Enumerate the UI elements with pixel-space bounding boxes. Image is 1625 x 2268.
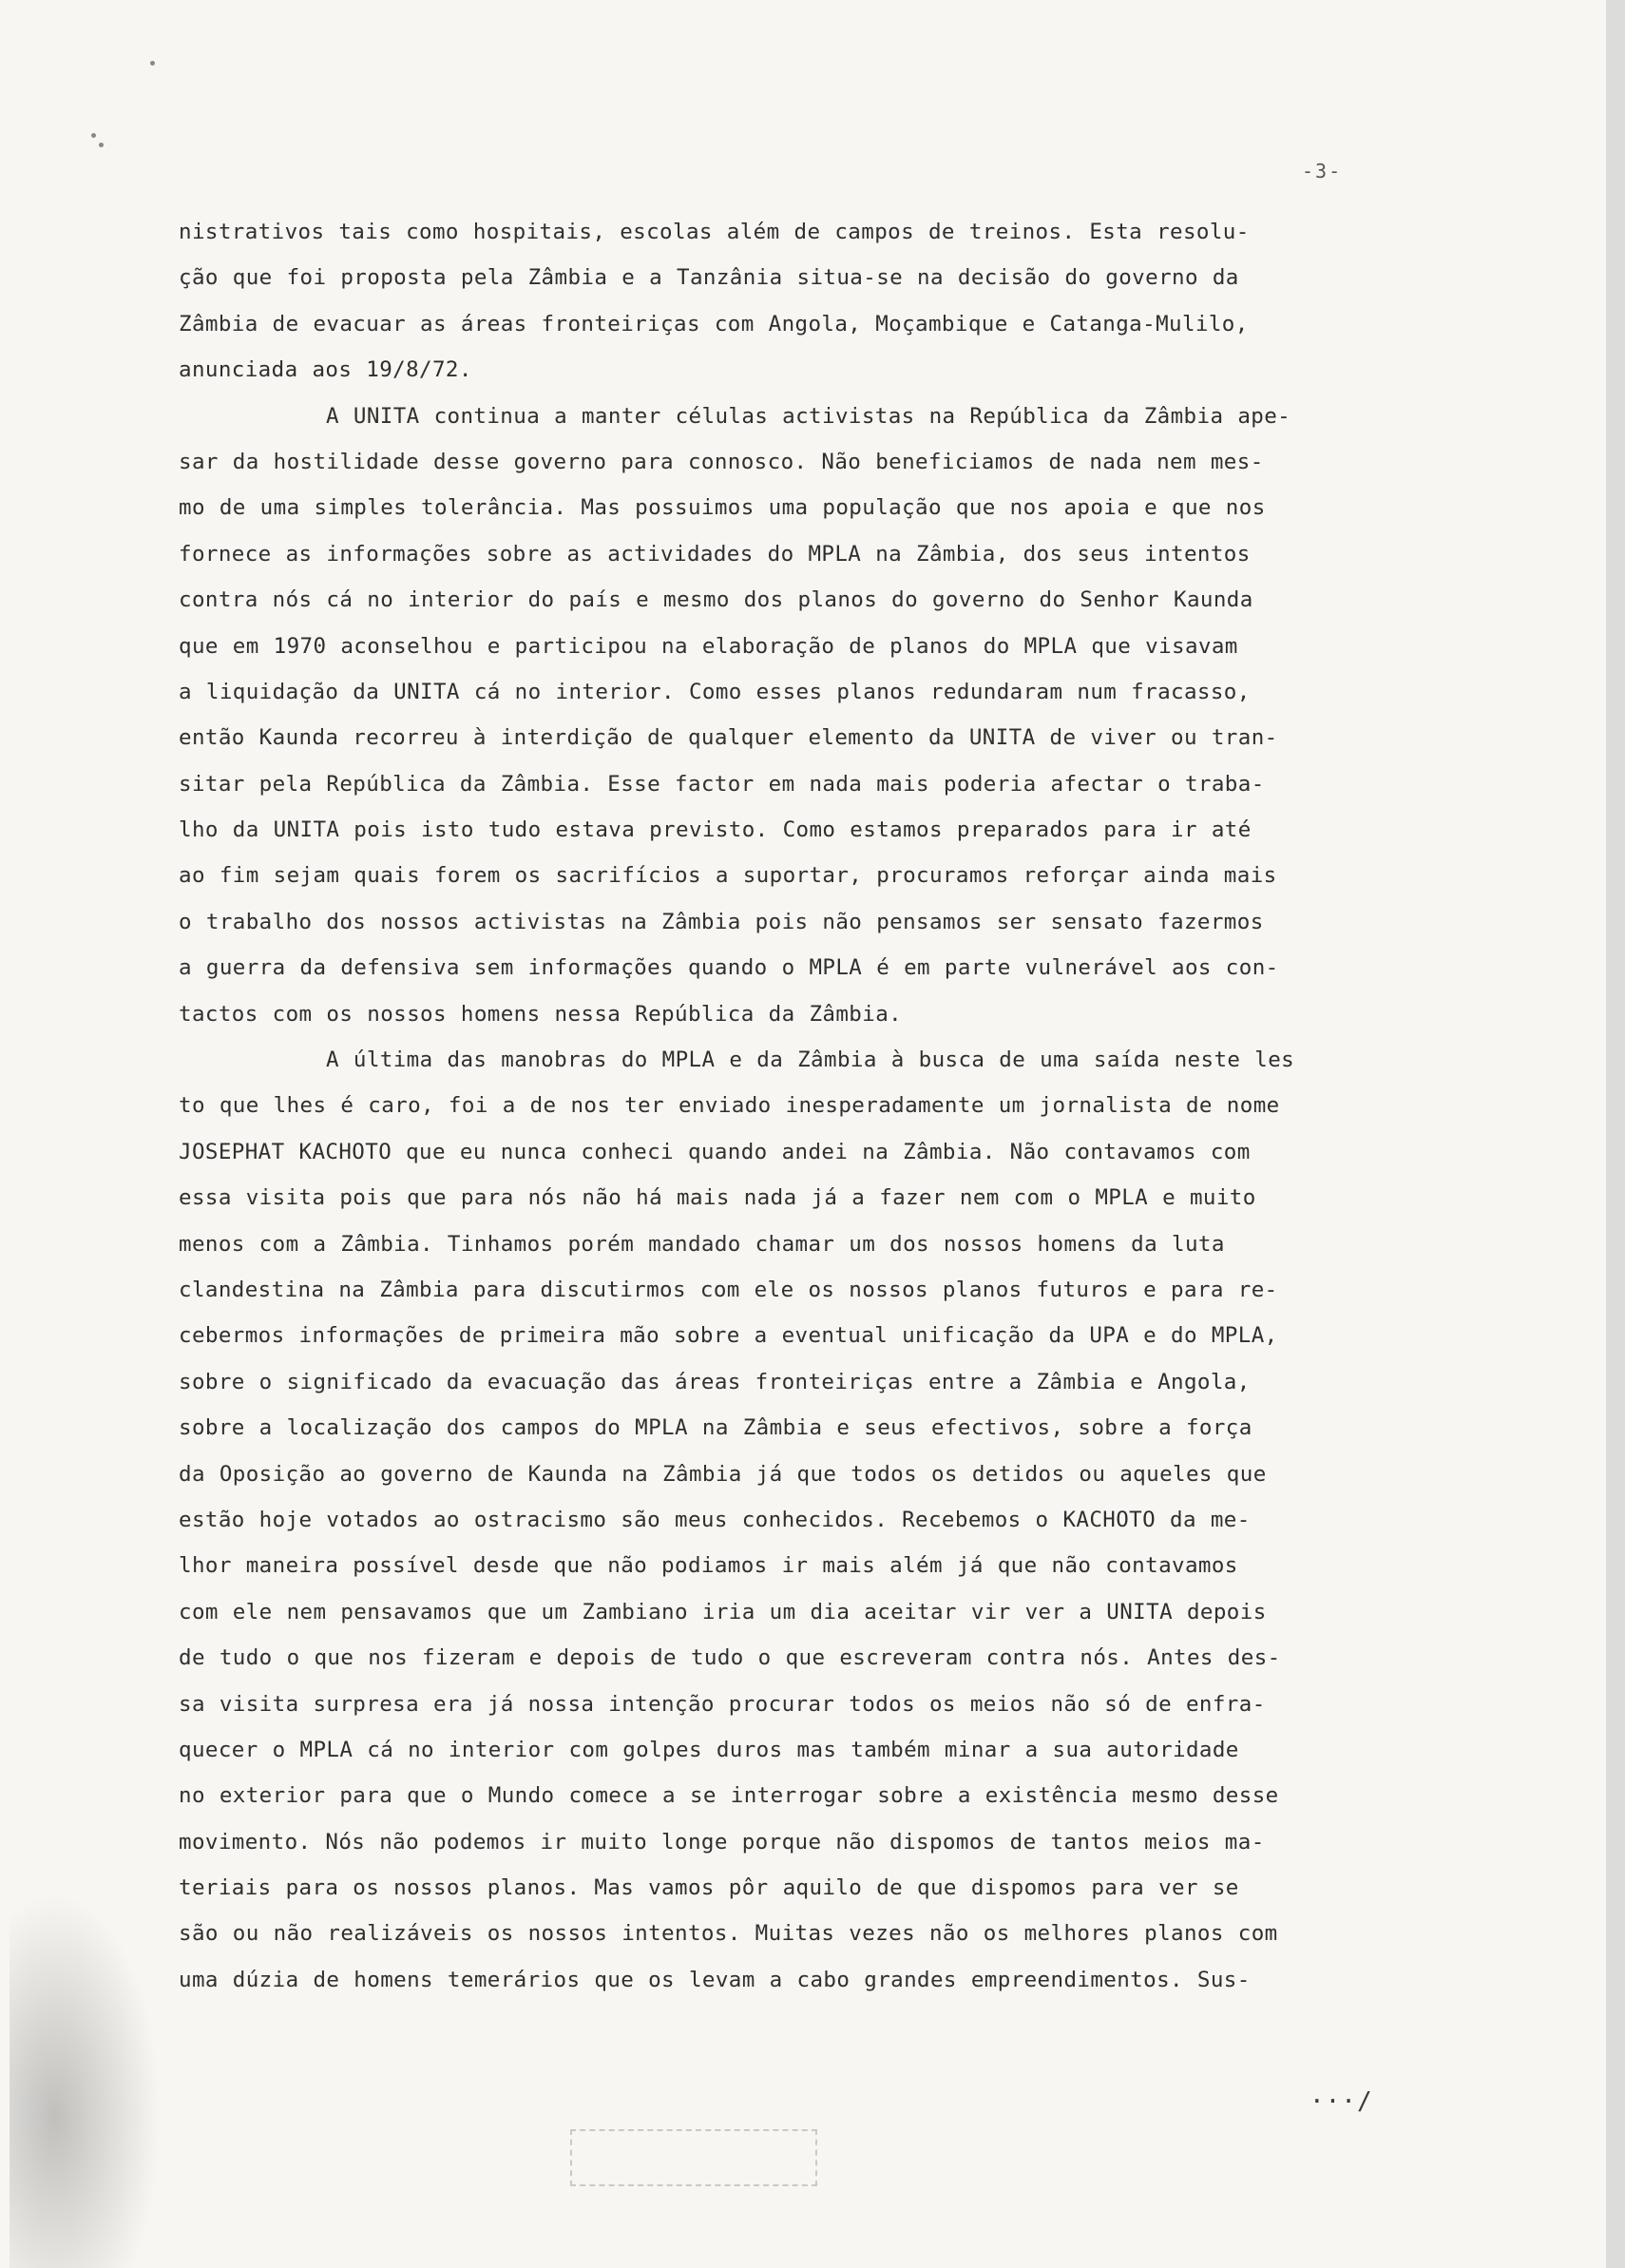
text-line: da Oposição ao governo de Kaunda na Zâmbia já que todos os detidos ou aqueles que bbox=[179, 1461, 1267, 1487]
paper-speck bbox=[99, 143, 104, 147]
text-line: mo de uma simples tolerância. Mas possuimos uma população que nos apoia e que nos bbox=[179, 495, 1266, 521]
text-line: menos com a Zâmbia. Tinhamos porém mandado chamar um dos nossos homens da luta bbox=[179, 1231, 1225, 1257]
text-line: tactos com os nossos homens nessa República da Zâmbia. bbox=[179, 1001, 903, 1027]
text-line: com ele nem pensavamos que um Zambiano iria um dia aceitar vir ver a UNITA depois bbox=[179, 1599, 1267, 1624]
text-line: A UNITA continua a manter células activistas na República da Zâmbia ape- bbox=[326, 403, 1291, 429]
text-line: nistrativos tais como hospitais, escolas além de campos de treinos. Esta resolu- bbox=[179, 220, 1250, 244]
text-line: A última das manobras do MPLA e da Zâmbia à busca de uma saída neste les bbox=[326, 1048, 1295, 1073]
text-line: no exterior para que o Mundo comece a se interrogar sobre a existência mesmo desse bbox=[179, 1783, 1279, 1809]
text-line: estão hoje votados ao ostracismo são meus conhecidos. Recebemos o KACHOTO da me- bbox=[179, 1507, 1251, 1532]
continuation-marker: ···/ bbox=[1310, 2087, 1373, 2116]
text-line: de tudo o que nos fizeram e depois de tudo o que escreveram contra nós. Antes des- bbox=[179, 1645, 1281, 1671]
document-body bbox=[179, 209, 1424, 2003]
text-line: sitar pela República da Zâmbia. Esse factor em nada mais poderia afectar o traba- bbox=[179, 771, 1265, 797]
faded-stamp bbox=[570, 2129, 817, 2186]
text-line: a guerra da defensiva sem informações quando o MPLA é em parte vulnerável aos con- bbox=[179, 955, 1279, 981]
text-line: a liquidação da UNITA cá no interior. Como esses planos redundaram num fracasso, bbox=[179, 679, 1251, 704]
paper-smudge bbox=[10, 1892, 162, 2268]
text-line: lho da UNITA pois isto tudo estava previsto. Como estamos preparados para ir até bbox=[179, 817, 1252, 843]
text-line: sar da hostilidade desse governo para connosco. Não beneficiamos de nada nem mes- bbox=[179, 449, 1264, 474]
text-line: o trabalho dos nossos activistas na Zâmbia pois não pensamos ser sensato fazermos bbox=[179, 909, 1264, 934]
text-line: fornece as informações sobre as actividades do MPLA na Zâmbia, dos seus intentos bbox=[179, 541, 1251, 567]
text-line: são ou não realizáveis os nossos intentos. Muitas vezes não os melhores planos com bbox=[179, 1921, 1278, 1947]
text-line: sobre a localização dos campos do MPLA na Zâmbia e seus efectivos, sobre a força bbox=[179, 1415, 1252, 1441]
text-line: ao fim sejam quais forem os sacrifícios a suportar, procuramos reforçar ainda mais bbox=[179, 863, 1277, 889]
text-line: to que lhes é caro, foi a de nos ter enviado inesperadamente um jornalista de nome bbox=[179, 1093, 1280, 1119]
text-line: ção que foi proposta pela Zâmbia e a Tanzânia situa-se na decisão do governo da bbox=[179, 265, 1239, 291]
text-line: quecer o MPLA cá no interior com golpes duros mas também minar a sua autoridade bbox=[179, 1737, 1239, 1762]
paragraph bbox=[179, 209, 1424, 394]
text-line: anunciada aos 19/8/72. bbox=[179, 357, 472, 383]
text-line: que em 1970 aconselhou e participou na elaboração de planos do MPLA que visavam bbox=[179, 633, 1238, 659]
paper-speck bbox=[91, 133, 96, 138]
paragraph bbox=[179, 1037, 1424, 2003]
text-line: essa visita pois que para nós não há mais nada já a fazer nem com o MPLA e muito bbox=[179, 1185, 1256, 1211]
paper-speck bbox=[150, 61, 155, 66]
text-line: teriais para os nossos planos. Mas vamos pôr aquilo de que dispomos para ver se bbox=[179, 1875, 1239, 1901]
text-line: lhor maneira possível desde que não podiamos ir mais além já que não contavamos bbox=[179, 1553, 1238, 1579]
text-line: cebermos informações de primeira mão sobre a eventual unificação da UPA e do MPLA, bbox=[179, 1323, 1278, 1349]
text-line: JOSEPHAT KACHOTO que eu nunca conheci quando andei na Zâmbia. Não contavamos com bbox=[179, 1139, 1251, 1164]
text-line: movimento. Nós não podemos ir muito longe porque não dispomos de tantos meios ma- bbox=[179, 1829, 1265, 1855]
text-line: então Kaunda recorreu à interdição de qualquer elemento da UNITA de viver ou tran- bbox=[179, 725, 1278, 751]
text-line: Zâmbia de evacuar as áreas fronteiriças com Angola, Moçambique e Catanga-Mulilo, bbox=[179, 311, 1249, 336]
text-line: sobre o significado da evacuação das áreas fronteiriças entre a Zâmbia e Angola, bbox=[179, 1369, 1251, 1394]
text-line: clandestina na Zâmbia para discutirmos com ele os nossos planos futuros e para re- bbox=[179, 1277, 1278, 1302]
page-edge bbox=[1606, 0, 1625, 2268]
paragraph bbox=[179, 394, 1424, 1037]
text-line: contra nós cá no interior do país e mesmo dos planos do governo do Senhor Kaunda bbox=[179, 587, 1253, 613]
text-line: sa visita surpresa era já nossa intenção procurar todos os meios não só de enfra- bbox=[179, 1691, 1266, 1717]
page-number-top: -3- bbox=[1302, 160, 1343, 183]
text-line: uma dúzia de homens temerários que os levam a cabo grandes empreendimentos. Sus- bbox=[179, 1967, 1251, 1992]
